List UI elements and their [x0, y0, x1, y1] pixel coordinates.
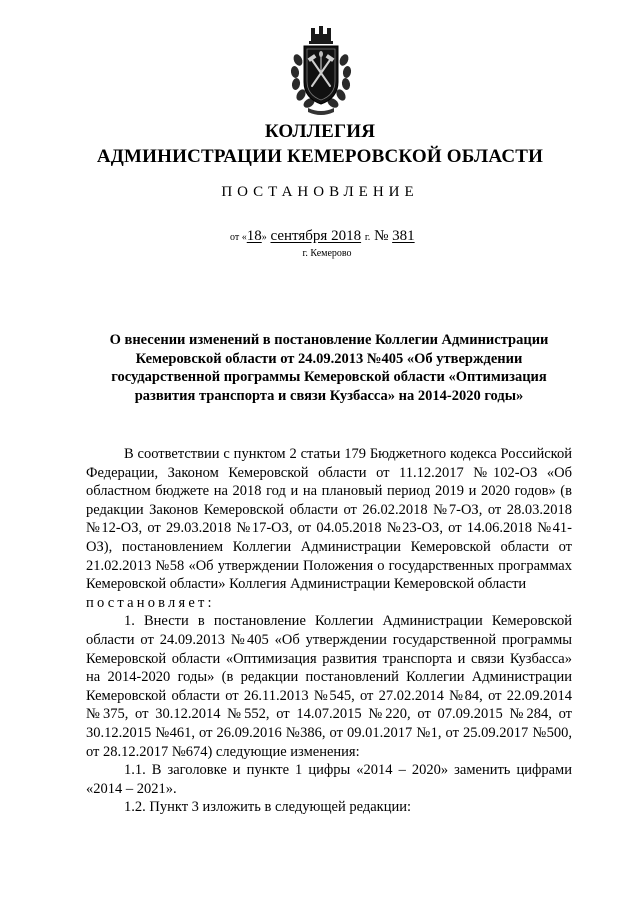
document-number: 381 [392, 228, 415, 244]
date-day: 18 [246, 228, 262, 244]
document-body [86, 445, 572, 817]
date-mid: » [261, 232, 267, 243]
resolves-line: постановляет: [86, 594, 215, 611]
document-title: О внесении изменений в постановление Коллегии Администрации Кемеровской области от 24.09.2013 №405 «Об утверждении государственной программы Кемеровской области «Оптимизация развития транспорта и связи Кузбасса» на 2014-2020 годы» [109, 332, 549, 404]
org-name-line-2: АДМИНИСТРАЦИИ КЕМЕРОВСКОЙ ОБЛАСТИ [96, 146, 544, 167]
document-city: г. Кемерово [302, 248, 352, 259]
document-date-line [230, 228, 415, 245]
kemerovo-coat-of-arms-icon [290, 24, 352, 116]
item-1-paragraph: 1. Внести в постановление Коллегии Администрации Кемеровской области от 24.09.2013 №405 «Об утверждении государственной программы Кемеровской области «Оптимизация развития транспорта и связи Кузбасса» на 2014-2020 годы» (в редакции постановлений Коллегии Администрации Кемеровской области от 26.11.2013 №545, от 27.02.2014 №84, от 22.09.2014 №375, от 30.12.2014 №552, от 14.07.2015 №220, от 07.09.2015 №284, от 30.12.2015 №461, от 26.09.2016 №386, от 09.01.2017 №1, от 25.09.2017 №500, от 28.12.2017 №674) следующие изменения: [86, 613, 572, 760]
date-month-year: сентября 2018 [270, 228, 362, 244]
date-year-suffix: г. [364, 232, 371, 243]
item-1-1-paragraph: 1.1. В заголовке и пункте 1 цифры «2014 – 2020» заменить цифрами «2014 – 2021». [86, 762, 572, 797]
item-1-2-paragraph: 1.2. Пункт 3 изложить в следующей редакции: [124, 799, 412, 816]
date-prefix: от « [230, 232, 247, 243]
preamble-paragraph: В соответствии с пунктом 2 статьи 179 Бюджетного кодекса Российской Федерации, Законом Кемеровской области от 11.12.2017 №102-ОЗ «Об областном бюджете на 2018 год и на плановый период 2019 и 2020 годов» (в редакции Законов Кемеровской области от 26.02.2018 №7-ОЗ, от 28.03.2018 №12-ОЗ, от 29.03.2018 №17-ОЗ, от 04.05.2018 №23-ОЗ, от 14.06.2018 №41-ОЗ), постановлением Коллегии Администрации Кемеровской области от 21.02.2013 №58 «Об утверждении Положения о государственных программах Кемеровской области» Коллегия Администрации Кемеровской области [86, 446, 572, 593]
document-number-label: № [374, 228, 389, 244]
document-type: ПОСТАНОВЛЕНИЕ [221, 184, 419, 200]
org-name-line-1: КОЛЛЕГИЯ [264, 121, 376, 142]
